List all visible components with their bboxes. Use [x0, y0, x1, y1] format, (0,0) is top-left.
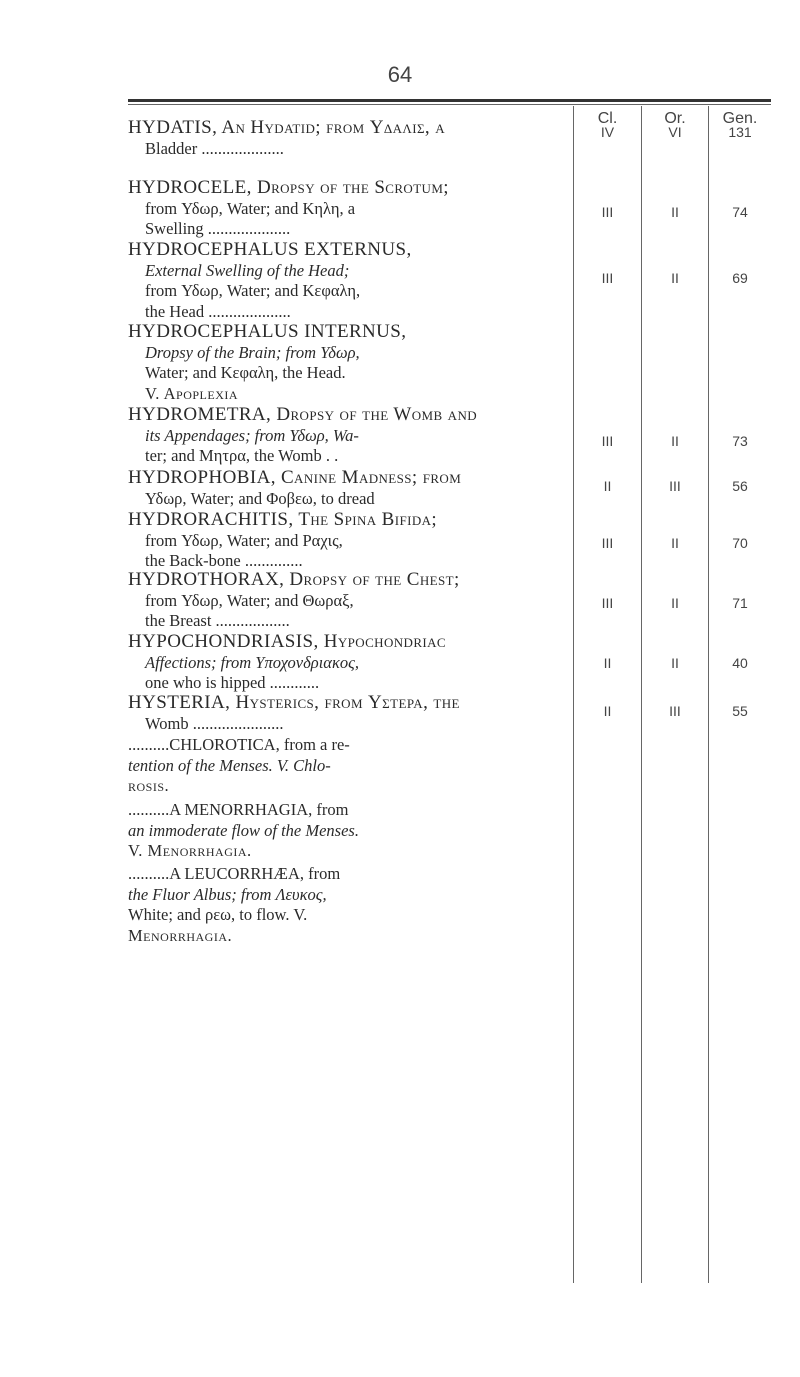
entry-hydrocele [128, 178, 568, 240]
entry-line: V. Apoplexia [145, 383, 239, 403]
top-rule-thin [128, 104, 771, 105]
genus-value: 69 [732, 270, 748, 286]
order-value: II [671, 655, 679, 671]
entry-line: rosis. [128, 776, 170, 795]
entry-hydrorachitis [128, 510, 568, 572]
genus-value: 71 [732, 595, 748, 611]
column-header-genus: Gen. [722, 110, 758, 127]
genus-value: 55 [732, 703, 748, 719]
entry-line: Swelling .................... [145, 219, 291, 238]
class-value: III [601, 204, 614, 220]
entry-menorrhagia [128, 800, 568, 862]
order-value: II [671, 595, 679, 611]
column-header-order: Or. [664, 110, 686, 127]
entry-line: Womb ...................... [145, 713, 284, 733]
page-number: 64 [387, 62, 413, 87]
entry-line: HYDROPHOBIA, Canine Madness; from [128, 467, 462, 488]
order-value: III [669, 478, 681, 494]
entry-line: an immoderate flow of the Menses. [128, 820, 359, 840]
entry-hydrometra [128, 405, 568, 467]
entry-line: tention of the Menses. V. Chlo- [128, 755, 331, 775]
class-value: II [603, 703, 612, 719]
class-value: II [603, 478, 612, 494]
entry-line: the Fluor Albus; from Λευκος, [128, 884, 327, 904]
entry-line: from Υδωρ, Water; and Θωραξ, [145, 590, 354, 610]
entry-line: HYPOCHONDRIASIS, Hypochondriac [128, 631, 446, 652]
entry-line: Bladder .................... [145, 138, 284, 158]
entry-line: HYDATIS, An Hydatid; from Υδαλις, a [128, 117, 445, 138]
class-value: IV [600, 124, 615, 140]
entry-line: ..........CHLOROTICA, from a re- [128, 735, 350, 754]
entry-line: ..........A MENORRHAGIA, from [128, 800, 349, 819]
entry-line: the Back-bone .............. [145, 551, 303, 570]
entry-hydrocephalus-externus [128, 240, 568, 322]
entry-line: from Υδωρ, Water; and Ραχις, [145, 530, 343, 550]
entry-chlorotica [128, 735, 568, 797]
entry-hypochondriasis [128, 632, 568, 694]
genus-value: 131 [728, 124, 752, 140]
entry-line: the Breast .................. [145, 611, 290, 630]
genus-value: 70 [732, 535, 748, 551]
entry-line: HYDROMETRA, Dropsy of the Womb and [128, 404, 478, 425]
entry-line: External Swelling of the Head; [145, 260, 350, 280]
entry-hydrocephalus-internus [128, 322, 568, 404]
entry-line: HYDROCELE, Dropsy of the Scrotum; [128, 177, 449, 198]
entry-leucorrhaea [128, 864, 568, 946]
top-rule [128, 99, 771, 102]
entry-line: ter; and Μητρα, the Womb . . [145, 446, 339, 465]
entry-hydrothorax [128, 570, 568, 632]
entry-line: from Υδωρ, Water; and Κεφαλη, [145, 281, 361, 300]
order-value: II [671, 204, 679, 220]
genus-value: 56 [732, 478, 748, 494]
entry-line: Υδωρ, Water; and Φοβεω, to dread [145, 488, 375, 508]
entry-line: HYDROTHORAX, Dropsy of the Chest; [128, 569, 460, 590]
class-value: III [601, 270, 614, 286]
entry-line: Water; and Κεφαλη, the Head. [145, 363, 346, 382]
entry-line: White; and ρεω, to flow. V. [128, 905, 308, 924]
order-value: VI [668, 124, 682, 140]
column-header-class: Cl. [597, 110, 618, 127]
entry-line: ..........A LEUCORRHÆA, from [128, 864, 341, 883]
entry-line: HYSTERIA, Hysterics, from Υστερα, the [128, 692, 460, 713]
entry-line: V. Menorrhagia. [128, 841, 252, 860]
entry-line: Menorrhagia. [128, 925, 233, 945]
entry-line: one who is hipped ............ [145, 673, 320, 692]
entry-line: HYDROCEPHALUS EXTERNUS, [128, 239, 412, 260]
entry-hydrophobia [128, 468, 568, 509]
class-value: II [603, 655, 612, 671]
entry-hysteria [128, 693, 568, 734]
entry-line: HYDRORACHITIS, The Spina Bifida; [128, 509, 438, 530]
genus-value: 73 [732, 433, 748, 449]
entry-line: its Appendages; from Υδωρ, Wa- [145, 425, 359, 445]
genus-value: 40 [732, 655, 748, 671]
order-value: III [669, 703, 681, 719]
class-value: III [601, 535, 614, 551]
order-value: II [671, 535, 679, 551]
entry-line: from Υδωρ, Water; and Κηλη, a [145, 198, 356, 218]
class-value: III [601, 433, 614, 449]
entry-hydatis [128, 118, 568, 159]
entry-line: HYDROCEPHALUS INTERNUS, [128, 321, 407, 342]
genus-value: 74 [732, 204, 748, 220]
entry-line: Dropsy of the Brain; from Υδωρ, [145, 342, 360, 362]
entry-line: the Head .................... [145, 301, 291, 321]
entry-line: Affections; from Υποχονδριακος, [145, 652, 359, 672]
class-value: III [601, 595, 614, 611]
order-value: II [671, 270, 679, 286]
order-value: II [671, 433, 679, 449]
